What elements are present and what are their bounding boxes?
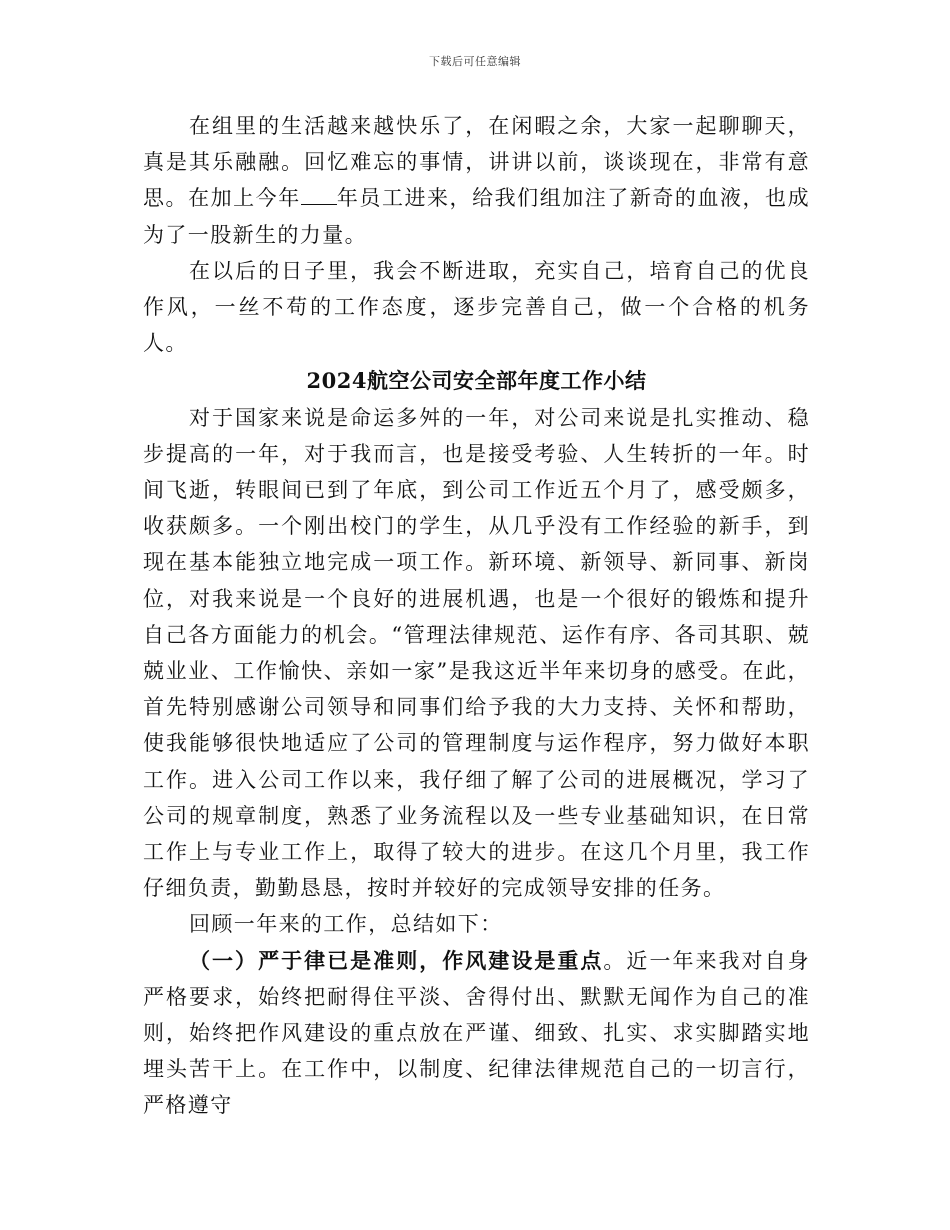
document-body [143,108,810,1124]
section-heading: （一）严于律已是准则，作风建设是重点 [189,947,604,973]
paragraph-intro: 对于国家来说是命运多舛的一年，对公司来说是扎实推动、稳步提高的一年，对于我而言，也是接受考验、人生转折的一年。时间飞逝，转眼间已到了年底，到公司工作近五个月了，感受颇多，收获颇多。一个刚出校门的学生，从几乎没有工作经验的新手，到现在基本能独立地完成一项工作。新环境、新领导、新同事、新岗位，对我来说是一个良好的进展机遇，也是一个很好的锻炼和提升自己各方面能力的机会。“管理法律规范、运作有序、各司其职、兢兢业业、工作愉快、亲如一家”是我这近半年来切身的感受。在此，首先特别感谢公司领导和同事们给予我的大力支持、关怀和帮助，使我能够很快地适应了公司的管理制度与运作程序，努力做好本职工作。进入公司工作以来，我仔细了解了公司的进展概况，学习了公司的规章制度，熟悉了业务流程以及一些专业基础知识，在日常工作上与专业工作上，取得了较大的进步。在这几个月里，我工作仔细负责，勤勤恳恳，按时并较好的完成领导安排的任务。 [143,405,810,901]
paragraph-text: 。近一年来我对自身严格要求，始终把耐得住平淡、舍得付出、默默无闻作为自己的准则，始终把作风建设的重点放在严谨、细致、扎实、求实脚踏实地埋头苦干上。在工作中，以制度、纪律法律规范自己的一切言行，严格遵守 [143,948,810,1118]
paragraph-review: 回顾一年来的工作，总结如下： [189,912,503,937]
fill-in-blank [301,186,337,205]
paragraph-future: 在以后的日子里，我会不断进取，充实自己，培育自己的优良作风，一丝不苟的工作态度，逐步完善自己，做一个合格的机务人。 [143,258,810,356]
page-header: 下载后可任意编辑 [429,55,521,68]
paragraph-team-life [143,108,810,253]
article-title: 2024航空公司安全部年度工作小结 [306,368,647,394]
paragraph-text: 在组里的生活越来越快乐了，在闲暇之余，大家一起聊聊天，真是其乐融融。回忆难忘的事情，讲讲以前，谈谈现在，非常有意思。在加上今年 [143,114,810,211]
paragraph-section-one [143,943,810,1124]
paragraph-text: 年员工进来，给我们组加注了新奇的血液，也成为了一股新生的力量。 [143,186,810,247]
